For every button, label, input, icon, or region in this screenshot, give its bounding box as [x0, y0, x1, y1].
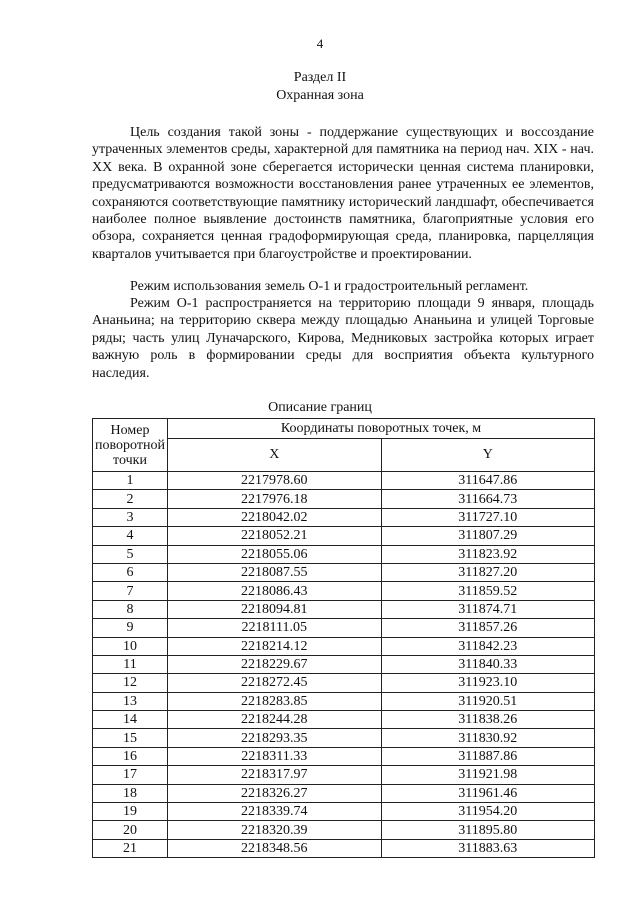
point-number-cell: 14 [93, 711, 168, 729]
y-coordinate-cell: 311887.86 [381, 747, 595, 765]
x-coordinate-cell: 2218293.35 [168, 729, 382, 747]
x-coordinate-cell: 2218339.74 [168, 803, 382, 821]
y-coordinate-cell: 311647.86 [381, 472, 595, 490]
x-coordinate-cell: 2218055.06 [168, 545, 382, 563]
point-number-cell: 3 [93, 508, 168, 526]
table-row [93, 637, 595, 655]
y-coordinate-cell: 311664.73 [381, 490, 595, 508]
table-row [93, 839, 595, 857]
point-number-cell: 18 [93, 784, 168, 802]
table-row [93, 563, 595, 581]
section-title: Раздел II [293, 70, 347, 85]
x-coordinate-cell: 2218052.21 [168, 527, 382, 545]
y-coordinate-cell: 311807.29 [381, 527, 595, 545]
y-coordinate-cell: 311883.63 [381, 839, 595, 857]
x-coordinate-cell: 2217978.60 [168, 472, 382, 490]
point-number-cell: 13 [93, 692, 168, 710]
point-number-cell: 21 [93, 839, 168, 857]
table-row [93, 711, 595, 729]
x-coordinate-cell: 2218111.05 [168, 619, 382, 637]
y-coordinate-cell: 311874.71 [381, 600, 595, 618]
table-row [93, 692, 595, 710]
y-coordinate-cell: 311920.51 [381, 692, 595, 710]
header-point-number: Номер поворотной точки [93, 419, 168, 472]
section-subtitle: Охранная зона [276, 88, 364, 103]
boundary-points-table [92, 418, 595, 858]
x-coordinate-cell: 2218094.81 [168, 600, 382, 618]
point-number-cell: 4 [93, 527, 168, 545]
table-row [93, 674, 595, 692]
table-row [93, 729, 595, 747]
y-coordinate-cell: 311827.20 [381, 563, 595, 581]
point-number-cell: 11 [93, 655, 168, 673]
point-number-cell: 6 [93, 563, 168, 581]
y-coordinate-cell: 311830.92 [381, 729, 595, 747]
header-coordinates: Координаты поворотных точек, м [168, 419, 595, 439]
table-row [93, 747, 595, 765]
x-coordinate-cell: 2218214.12 [168, 637, 382, 655]
x-coordinate-cell: 2217976.18 [168, 490, 382, 508]
point-number-cell: 8 [93, 600, 168, 618]
table-row [93, 527, 595, 545]
y-coordinate-cell: 311859.52 [381, 582, 595, 600]
table-row [93, 766, 595, 784]
y-coordinate-cell: 311895.80 [381, 821, 595, 839]
y-coordinate-cell: 311954.20 [381, 803, 595, 821]
point-number-cell: 15 [93, 729, 168, 747]
table-body [93, 472, 595, 858]
y-coordinate-cell: 311842.23 [381, 637, 595, 655]
paragraph-regime-title: Режим использования земель О-1 и градостроительный регламент. [130, 279, 529, 294]
y-coordinate-cell: 311727.10 [381, 508, 595, 526]
y-coordinate-cell: 311857.26 [381, 619, 595, 637]
point-number-cell: 10 [93, 637, 168, 655]
table-caption: Описание границ [268, 400, 372, 415]
y-coordinate-cell: 311923.10 [381, 674, 595, 692]
x-coordinate-cell: 2218283.85 [168, 692, 382, 710]
y-coordinate-cell: 311823.92 [381, 545, 595, 563]
paragraph-purpose: Цель создания такой зоны - поддержание существующих и воссоздание утраченных элементов среды, характерной для памятника на период нач. XIX - нач. XX века. В охранной зоне сберегается исторически ценная система планировки, предусматриваются возможности восстановления ранее утраченных ее элементов, сохраняются соответствующие памятнику исторический ландшафт, обеспечивается наиболее полное выявление достоинств памятника, благоприятные условия его обзора, сохраняется ценная градоформирующая среда, планировка, парцелляция кварталов учитывается при благоустройстве и проектировании. [92, 125, 594, 262]
x-coordinate-cell: 2218086.43 [168, 582, 382, 600]
table-row [93, 490, 595, 508]
table-row [93, 545, 595, 563]
table-row [93, 582, 595, 600]
y-coordinate-cell: 311961.46 [381, 784, 595, 802]
table-row [93, 600, 595, 618]
point-number-cell: 9 [93, 619, 168, 637]
paragraph-regime-scope: Режим О-1 распространяется на территорию площади 9 января, площадь Ананьина; на территорию сквера между площадью Ананьина и улицей Торговые ряды; часть улиц Луначарского, Кирова, Медниковых застройка которых играет важную роль в формировании среды для восприятия объекта культурного наследия. [92, 296, 594, 381]
point-number-cell: 16 [93, 747, 168, 765]
x-coordinate-cell: 2218311.33 [168, 747, 382, 765]
table-row [93, 472, 595, 490]
point-number-cell: 5 [93, 545, 168, 563]
header-y: Y [381, 439, 595, 472]
table-row [93, 803, 595, 821]
x-coordinate-cell: 2218272.45 [168, 674, 382, 692]
point-number-cell: 17 [93, 766, 168, 784]
x-coordinate-cell: 2218348.56 [168, 839, 382, 857]
table-row [93, 619, 595, 637]
y-coordinate-cell: 311840.33 [381, 655, 595, 673]
x-coordinate-cell: 2218229.67 [168, 655, 382, 673]
table-row [93, 655, 595, 673]
point-number-cell: 12 [93, 674, 168, 692]
point-number-cell: 1 [93, 472, 168, 490]
x-coordinate-cell: 2218087.55 [168, 563, 382, 581]
x-coordinate-cell: 2218326.27 [168, 784, 382, 802]
point-number-cell: 7 [93, 582, 168, 600]
x-coordinate-cell: 2218317.97 [168, 766, 382, 784]
point-number-cell: 20 [93, 821, 168, 839]
table-row [93, 784, 595, 802]
table-row [93, 821, 595, 839]
x-coordinate-cell: 2218320.39 [168, 821, 382, 839]
header-x: X [168, 439, 382, 472]
table-row [93, 508, 595, 526]
page-number: 4 [316, 36, 324, 51]
point-number-cell: 19 [93, 803, 168, 821]
x-coordinate-cell: 2218042.02 [168, 508, 382, 526]
y-coordinate-cell: 311921.98 [381, 766, 595, 784]
x-coordinate-cell: 2218244.28 [168, 711, 382, 729]
y-coordinate-cell: 311838.26 [381, 711, 595, 729]
point-number-cell: 2 [93, 490, 168, 508]
